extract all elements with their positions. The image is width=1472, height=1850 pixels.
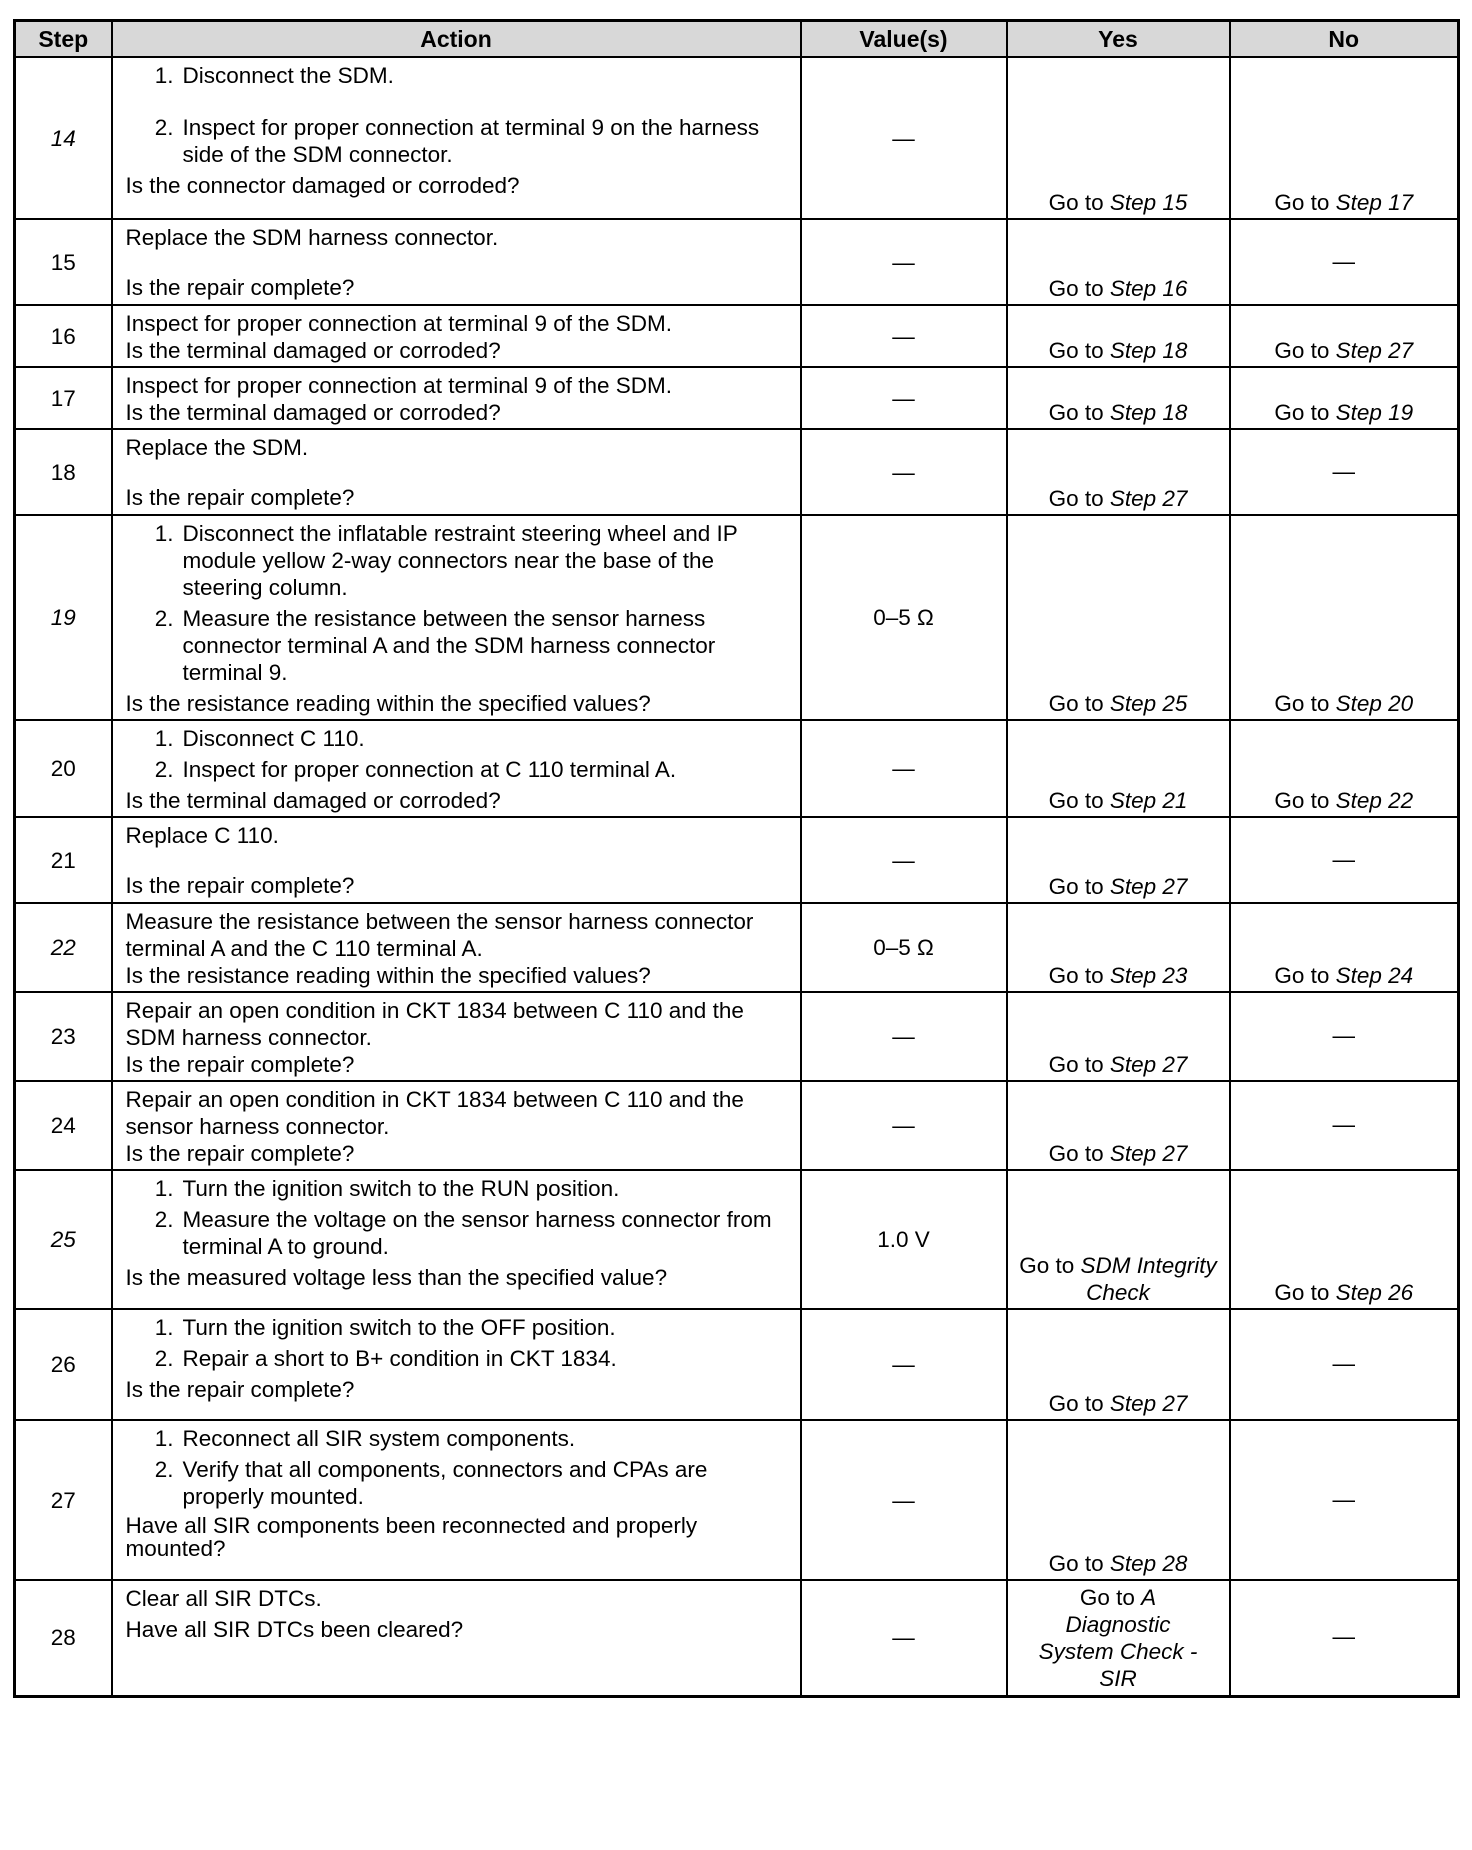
action-question: Is the repair complete?	[125, 275, 355, 300]
action-item: Turn the ignition switch to the RUN position.	[182, 1176, 620, 1201]
goto-target: Step 15	[1109, 190, 1188, 215]
item-number: 1.	[154, 63, 174, 88]
goto-label: Go to	[1019, 1253, 1075, 1278]
header-yes: Yes	[1007, 21, 1230, 58]
step-number: 16	[15, 305, 112, 367]
goto-target: Step 17	[1335, 190, 1414, 215]
action-cell	[112, 720, 801, 817]
no-cell: —	[1230, 1309, 1459, 1420]
goto-label: Go to	[1048, 486, 1104, 511]
action-question: Is the resistance reading within the specified values?	[125, 963, 651, 988]
value-cell: —	[801, 817, 1007, 903]
action-item: Measure the resistance between the sensor harness connector terminal A and the SDM harness connector terminal 9.	[182, 606, 716, 685]
action-cell	[112, 1081, 801, 1170]
action-question: Is the measured voltage less than the specified value?	[125, 1265, 668, 1290]
table-row-step-21	[15, 817, 1459, 903]
no-cell[interactable]	[1230, 57, 1459, 219]
action-cell	[112, 1170, 801, 1309]
value-cell: —	[801, 305, 1007, 367]
step-number: 22	[15, 903, 112, 992]
yes-cell[interactable]	[1007, 817, 1230, 903]
header-action: Action	[112, 21, 801, 58]
step-number: 27	[15, 1420, 112, 1580]
yes-cell[interactable]	[1007, 305, 1230, 367]
value-cell: —	[801, 720, 1007, 817]
action-question: Is the repair complete?	[125, 1377, 355, 1402]
action-cell	[112, 992, 801, 1081]
goto-label: Go to	[1048, 1052, 1104, 1077]
action-question: Is the terminal damaged or corroded?	[125, 400, 501, 425]
no-cell[interactable]	[1230, 305, 1459, 367]
no-cell: —	[1230, 219, 1459, 305]
goto-label: Go to	[1048, 338, 1104, 363]
yes-cell[interactable]	[1007, 429, 1230, 515]
action-text: Clear all SIR DTCs.	[125, 1586, 322, 1611]
value-cell: —	[801, 367, 1007, 429]
no-cell[interactable]	[1230, 367, 1459, 429]
item-number: 2.	[154, 606, 174, 631]
yes-cell[interactable]	[1007, 720, 1230, 817]
goto-label: Go to	[1048, 788, 1104, 813]
action-question: Is the terminal damaged or corroded?	[125, 338, 501, 363]
item-number: 1.	[154, 521, 174, 546]
table-row-step-23	[15, 992, 1459, 1081]
action-cell	[112, 817, 801, 903]
value-cell: —	[801, 1309, 1007, 1420]
item-number: 1.	[154, 1315, 174, 1340]
action-item: Repair a short to B+ condition in CKT 1834.	[182, 1346, 617, 1371]
item-number: 1.	[154, 1426, 174, 1451]
goto-label: Go to	[1274, 788, 1330, 813]
action-question: Have all SIR components been reconnected and properly mounted?	[125, 1513, 698, 1561]
item-number: 2.	[154, 1207, 174, 1232]
action-cell	[112, 903, 801, 992]
action-text: Inspect for proper connection at terminal 9 of the SDM.	[125, 311, 673, 336]
goto-target: Step 24	[1335, 963, 1414, 988]
action-text: Repair an open condition in CKT 1834 between C 110 and the SDM harness connector.	[125, 998, 744, 1050]
yes-cell[interactable]	[1007, 1309, 1230, 1420]
step-number: 28	[15, 1580, 112, 1696]
action-cell	[112, 515, 801, 720]
value-cell: —	[801, 992, 1007, 1081]
goto-target: Step 20	[1335, 691, 1414, 716]
value-cell: —	[801, 429, 1007, 515]
action-cell	[112, 1580, 801, 1696]
goto-target: Step 21	[1109, 788, 1188, 813]
action-item: Turn the ignition switch to the OFF position.	[182, 1315, 616, 1340]
action-cell	[112, 57, 801, 219]
step-number: 24	[15, 1081, 112, 1170]
no-cell: —	[1230, 992, 1459, 1081]
no-cell[interactable]	[1230, 515, 1459, 720]
goto-target: Step 27	[1109, 1391, 1188, 1416]
goto-label: Go to	[1048, 874, 1104, 899]
goto-target: Step 27	[1109, 1052, 1188, 1077]
value-cell: —	[801, 1081, 1007, 1170]
table-header-row	[15, 21, 1459, 58]
no-cell: —	[1230, 429, 1459, 515]
value-cell: —	[801, 219, 1007, 305]
goto-label: Go to	[1048, 400, 1104, 425]
item-number: 2.	[154, 1346, 174, 1371]
goto-label: Go to	[1048, 1551, 1104, 1576]
item-number: 2.	[154, 115, 174, 140]
table-row-step-18	[15, 429, 1459, 515]
yes-cell[interactable]	[1007, 1580, 1230, 1696]
diagnostic-table	[13, 19, 1460, 1698]
table-row-step-26	[15, 1309, 1459, 1420]
table-row-step-24	[15, 1081, 1459, 1170]
header-step: Step	[15, 21, 112, 58]
action-text: Measure the resistance between the sensor harness connector terminal A and the C 110 terminal A.	[125, 909, 754, 961]
goto-target: Step 27	[1109, 1141, 1188, 1166]
table-row-step-16	[15, 305, 1459, 367]
action-item: Inspect for proper connection at C 110 terminal A.	[182, 757, 677, 782]
goto-label: Go to	[1274, 400, 1330, 425]
item-number: 2.	[154, 1457, 174, 1482]
goto-label: Go to	[1048, 963, 1104, 988]
action-cell	[112, 1309, 801, 1420]
goto-label: Go to	[1274, 338, 1330, 363]
value-cell: 0–5 Ω	[801, 515, 1007, 720]
goto-target: Step 26	[1335, 1280, 1414, 1305]
step-number: 20	[15, 720, 112, 817]
action-cell	[112, 429, 801, 515]
goto-target: Step 22	[1335, 788, 1414, 813]
step-number: 25	[15, 1170, 112, 1309]
action-question: Is the terminal damaged or corroded?	[125, 788, 501, 813]
action-item: Disconnect the inflatable restraint steering wheel and IP module yellow 2-way connectors near the base of the steering column.	[182, 521, 738, 600]
goto-label: Go to	[1048, 276, 1104, 301]
goto-label: Go to	[1274, 963, 1330, 988]
header-no: No	[1230, 21, 1459, 58]
yes-cell[interactable]	[1007, 367, 1230, 429]
goto-target: Step 19	[1335, 400, 1414, 425]
no-cell[interactable]	[1230, 1170, 1459, 1309]
item-number: 1.	[154, 726, 174, 751]
step-number: 23	[15, 992, 112, 1081]
yes-cell[interactable]	[1007, 992, 1230, 1081]
step-number: 18	[15, 429, 112, 515]
action-text: Repair an open condition in CKT 1834 between C 110 and the sensor harness connector.	[125, 1087, 744, 1139]
yes-cell[interactable]	[1007, 1081, 1230, 1170]
action-item: Inspect for proper connection at terminal 9 on the harness side of the SDM connector.	[182, 115, 760, 167]
action-item: Verify that all components, connectors and CPAs are properly mounted.	[182, 1457, 708, 1509]
no-cell: —	[1230, 1420, 1459, 1580]
goto-target: Step 27	[1335, 338, 1414, 363]
item-number: 2.	[154, 757, 174, 782]
no-cell[interactable]	[1230, 720, 1459, 817]
action-question: Is the repair complete?	[125, 873, 355, 898]
value-cell: 0–5 Ω	[801, 903, 1007, 992]
action-text: Replace the SDM.	[125, 435, 309, 460]
action-cell	[112, 305, 801, 367]
goto-label: Go to	[1274, 190, 1330, 215]
table-row-step-17	[15, 367, 1459, 429]
action-question: Is the repair complete?	[125, 1052, 355, 1077]
goto-target: Step 23	[1109, 963, 1188, 988]
table-row-step-27	[15, 1420, 1459, 1580]
goto-target: Step 16	[1109, 276, 1188, 301]
goto-label: Go to	[1274, 691, 1330, 716]
table-row-step-15	[15, 219, 1459, 305]
goto-label: Go to	[1048, 190, 1104, 215]
action-text: Replace the SDM harness connector.	[125, 225, 499, 250]
action-question: Is the repair complete?	[125, 485, 355, 510]
table-row-step-22	[15, 903, 1459, 992]
goto-label: Go to	[1048, 691, 1104, 716]
table-row-step-20	[15, 720, 1459, 817]
action-text: Replace C 110.	[125, 823, 279, 848]
no-cell[interactable]	[1230, 903, 1459, 992]
table-row-step-25	[15, 1170, 1459, 1309]
item-number: 1.	[154, 1176, 174, 1201]
goto-target: Step 18	[1109, 338, 1188, 363]
yes-cell[interactable]	[1007, 219, 1230, 305]
goto-label: Go to	[1048, 1391, 1104, 1416]
value-cell: 1.0 V	[801, 1170, 1007, 1309]
step-number: 14	[15, 57, 112, 219]
table-row-step-14	[15, 57, 1459, 219]
action-question: Is the repair complete?	[125, 1141, 355, 1166]
step-number: 17	[15, 367, 112, 429]
goto-label: Go to	[1048, 1141, 1104, 1166]
diagnostic-table-sheet	[13, 19, 1457, 1698]
yes-cell[interactable]	[1007, 903, 1230, 992]
action-cell	[112, 1420, 801, 1580]
action-item: Measure the voltage on the sensor harness connector from terminal A to ground.	[182, 1207, 772, 1259]
action-question: Is the resistance reading within the specified values?	[125, 691, 651, 716]
yes-cell[interactable]	[1007, 1420, 1230, 1580]
step-number: 15	[15, 219, 112, 305]
goto-target: A Diagnostic System Check - SIR	[1038, 1584, 1198, 1691]
action-item: Reconnect all SIR system components.	[182, 1426, 576, 1451]
goto-target: SDM Integrity Check	[1080, 1253, 1217, 1305]
no-cell: —	[1230, 1081, 1459, 1170]
step-number: 21	[15, 817, 112, 903]
step-number: 19	[15, 515, 112, 720]
yes-cell[interactable]	[1007, 515, 1230, 720]
goto-target: Step 25	[1109, 691, 1188, 716]
step-number: 26	[15, 1309, 112, 1420]
action-text: Inspect for proper connection at terminal 9 of the SDM.	[125, 373, 673, 398]
goto-target: Step 18	[1109, 400, 1188, 425]
goto-label: Go to	[1079, 1584, 1135, 1610]
action-item: Disconnect C 110.	[182, 726, 365, 751]
action-question: Have all SIR DTCs been cleared?	[125, 1617, 464, 1642]
yes-cell[interactable]	[1007, 1170, 1230, 1309]
action-question: Is the connector damaged or corroded?	[125, 173, 520, 198]
no-cell: —	[1230, 817, 1459, 903]
no-cell: —	[1230, 1580, 1459, 1696]
action-cell	[112, 219, 801, 305]
value-cell: —	[801, 1580, 1007, 1696]
goto-target: Step 28	[1109, 1551, 1188, 1576]
action-cell	[112, 367, 801, 429]
goto-target: Step 27	[1109, 486, 1188, 511]
table-row-step-28	[15, 1580, 1459, 1696]
value-cell: —	[801, 57, 1007, 219]
goto-target: Step 27	[1109, 874, 1188, 899]
value-cell: —	[801, 1420, 1007, 1580]
goto-label: Go to	[1274, 1280, 1330, 1305]
table-row-step-19	[15, 515, 1459, 720]
yes-cell[interactable]	[1007, 57, 1230, 219]
header-values: Value(s)	[801, 21, 1007, 58]
action-item: Disconnect the SDM.	[182, 63, 394, 88]
